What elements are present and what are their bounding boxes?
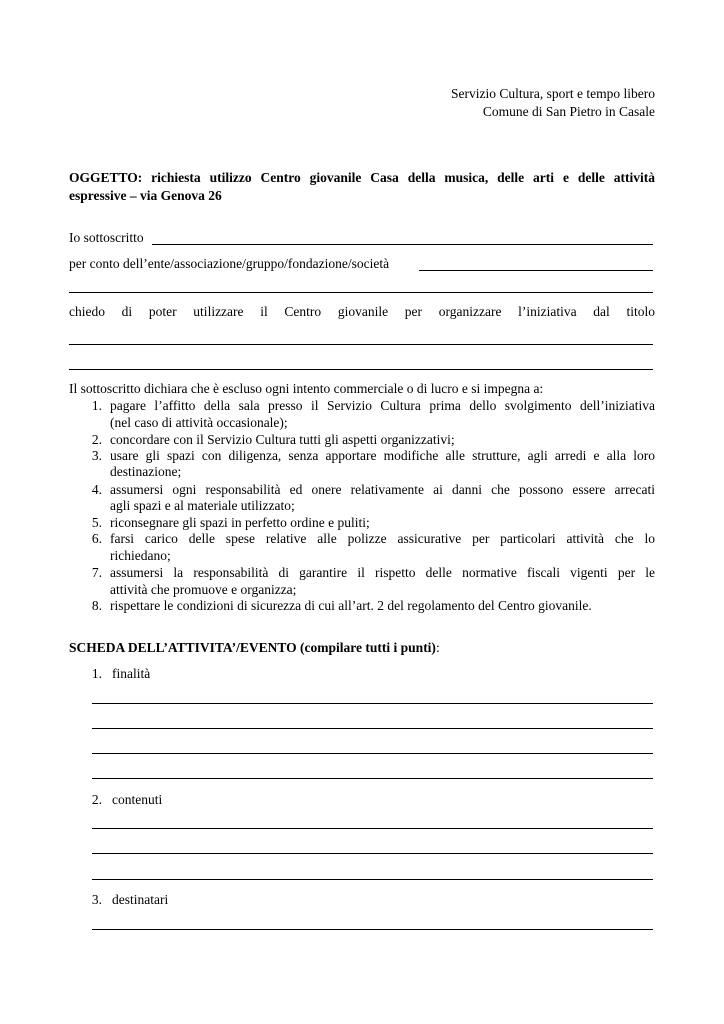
finalita-field-1[interactable] xyxy=(92,703,653,704)
organization-field-continued[interactable] xyxy=(69,292,653,293)
declaration-item-text: riconsegnare gli spazi in perfetto ordine e puliti; xyxy=(110,515,370,530)
section-number: 3. xyxy=(91,892,102,907)
office-name: Servizio Cultura, sport e tempo libero xyxy=(451,86,655,101)
activity-sheet-heading xyxy=(69,639,440,656)
undersigned-label: Io sottoscritto xyxy=(69,230,144,245)
declaration-item-text: farsi carico delle spese relative alle polizze assicurative per particolari attività che lo xyxy=(110,531,655,546)
activity-sheet-heading-colon: : xyxy=(435,640,440,655)
declaration-item-number: 3. xyxy=(91,448,102,463)
declaration-item-text-cont: richiedano; xyxy=(110,548,171,563)
declaration-item-number: 4. xyxy=(91,482,102,497)
declaration-item-text-cont: (nel caso di attività occasionale); xyxy=(110,415,288,430)
section-number: 1. xyxy=(91,666,102,681)
finalita-field-4[interactable] xyxy=(92,778,653,779)
activity-sheet-heading-text: SCHEDA DELL’ATTIVITA’/EVENTO (compilare tutti i punti) xyxy=(69,640,436,655)
declaration-item-number: 1. xyxy=(91,398,102,413)
section-label-contenuti: contenuti xyxy=(112,792,163,807)
declaration-item-text-cont: destinazione; xyxy=(110,464,182,479)
event-title-field-1[interactable] xyxy=(69,344,653,345)
section-label-destinatari: destinatari xyxy=(112,892,169,907)
event-title-field-2[interactable] xyxy=(69,369,653,370)
declaration-item-text: usare gli spazi con diligenza, senza apportare modifiche alle strutture, agli arredi e alla loro xyxy=(110,448,655,463)
office-header xyxy=(451,85,655,121)
declaration-item-number: 6. xyxy=(91,531,102,546)
subject-line-2: espressive – via Genova 26 xyxy=(69,188,222,203)
request-text: chiedo di poter utilizzare il Centro giovanile per organizzare l’iniziativa dal titolo xyxy=(69,304,655,319)
declaration-item-number: 5. xyxy=(91,515,102,530)
declaration-item-text: assumersi ogni responsabilità ed onere relativamente ai danni che possono essere arrecati xyxy=(110,482,655,497)
declaration-item-text: pagare l’affitto della sala presso il Servizio Cultura prima dello svolgimento dell’iniziativa xyxy=(110,398,655,413)
declaration-intro: Il sottoscritto dichiara che è escluso ogni intento commerciale o di lucro e si impegna a: xyxy=(69,381,544,396)
declaration-item-text: rispettare le condizioni di sicurezza di cui all’art. 2 del regolamento del Centro giovanile. xyxy=(110,598,592,613)
declaration-item-text-cont: agli spazi e al materiale utilizzato; xyxy=(110,498,295,513)
declaration-item-number: 8. xyxy=(91,598,102,613)
declaration-item-number: 7. xyxy=(91,565,102,580)
declaration-item-text-cont: attività che promuove e organizza; xyxy=(110,582,297,597)
section-label-finalita: finalità xyxy=(112,666,151,681)
declaration-item-text: assumersi la responsabilità di garantire il rispetto delle normative fiscali vigenti per le xyxy=(110,565,655,580)
subject-line-1: OGGETTO: richiesta utilizzo Centro giovanile Casa della musica, delle arti e delle attività xyxy=(69,170,655,185)
section-number: 2. xyxy=(91,792,102,807)
destinatari-field-1[interactable] xyxy=(92,929,653,930)
on-behalf-label: per conto dell’ente/associazione/gruppo/fondazione/società xyxy=(69,256,390,271)
municipality-name: Comune di San Pietro in Casale xyxy=(482,104,655,119)
undersigned-field[interactable] xyxy=(152,244,653,245)
finalita-field-3[interactable] xyxy=(92,753,653,754)
declaration-item-text: concordare con il Servizio Cultura tutti gli aspetti organizzativi; xyxy=(110,432,455,447)
organization-field[interactable] xyxy=(419,270,653,271)
finalita-field-2[interactable] xyxy=(92,728,653,729)
contenuti-field-1[interactable] xyxy=(92,828,653,829)
contenuti-field-2[interactable] xyxy=(92,853,653,854)
contenuti-field-3[interactable] xyxy=(92,879,653,880)
declaration-item-number: 2. xyxy=(91,432,102,447)
